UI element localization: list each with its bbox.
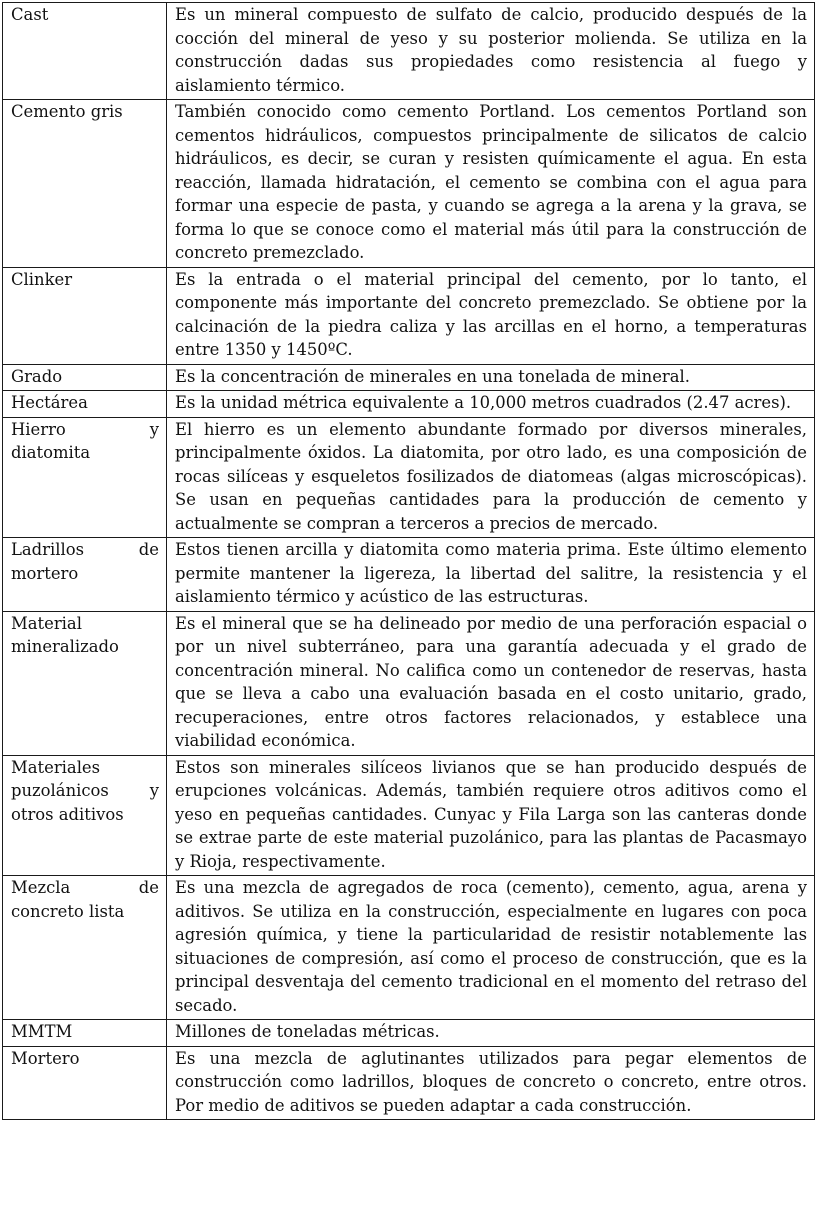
term-cell: Mortero <box>3 1046 167 1120</box>
table-row <box>3 538 815 612</box>
term-cell: Material mineralizado <box>3 611 167 755</box>
term-cell: Cast <box>3 3 167 100</box>
term-cell: Hierro y diatomita <box>3 417 167 538</box>
definition-cell: Estos tienen arcilla y diatomita como materia prima. Este último elemento permite mantener la ligereza, la libertad del salitre, la resistencia y el aislamiento térmico y acústico de las estructuras. <box>167 538 815 612</box>
table-row <box>3 1046 815 1120</box>
table-row <box>3 876 815 1020</box>
definition-cell: Es un mineral compuesto de sulfato de calcio, producido después de la cocción del mineral de yeso y su posterior molienda. Se utiliza en la construcción dadas sus propiedades como resistencia al fuego y aislamiento térmico. <box>167 3 815 100</box>
definition-cell: El hierro es un elemento abundante formado por diversos minerales, principalmente óxidos. La diatomita, por otro lado, es una composición de rocas silíceas y esqueletos fosilizados de diatomeas (algas microscópicas). Se usan en pequeñas cantidades para la producción de cemento y actualmente se compran a terceros a precios de mercado. <box>167 417 815 538</box>
definition-cell: Es la concentración de minerales en una tonelada de mineral. <box>167 364 815 391</box>
table-row <box>3 417 815 538</box>
definition-cell: Es una mezcla de agregados de roca (cemento), cemento, agua, arena y aditivos. Se utiliza en la construcción, especialmente en lugares con poca agresión química, y tiene la particularidad de resistir notablemente las situaciones de compresión, así como el proceso de construcción, que es la principal desventaja del cemento tradicional en el momento del retraso del secado. <box>167 876 815 1020</box>
glossary-table <box>2 2 815 1120</box>
term-cell: Clinker <box>3 267 167 364</box>
term-cell: Hectárea <box>3 391 167 418</box>
table-row <box>3 611 815 755</box>
definition-cell: Es el mineral que se ha delineado por medio de una perforación espacial o por un nivel subterráneo, para una garantía adecuada y el grado de concentración mineral. No califica como un contenedor de reservas, hasta que se lleva a cabo una evaluación basada en el costo unitario, grado, recuperaciones, entre otros factores relacionados, y establece una viabilidad económica. <box>167 611 815 755</box>
term-cell: Materiales puzolánicos y otros aditivos <box>3 755 167 876</box>
table-row <box>3 1020 815 1047</box>
definition-cell: Es una mezcla de aglutinantes utilizados para pegar elementos de construcción como ladrillos, bloques de concreto o concreto, entre otros. Por medio de aditivos se pueden adaptar a cada construcción. <box>167 1046 815 1120</box>
table-row <box>3 100 815 268</box>
term-cell: Grado <box>3 364 167 391</box>
definition-cell: También conocido como cemento Portland. Los cementos Portland son cementos hidráulicos, compuestos principalmente de silicatos de calcio hidráulicos, es decir, se curan y resisten químicamente el agua. En esta reacción, llamada hidratación, el cemento se combina con el agua para formar una especie de pasta, y cuando se agrega a la arena y la grava, se forma lo que se conoce como el material más útil para la construcción de concreto premezclado. <box>167 100 815 268</box>
term-cell: Cemento gris <box>3 100 167 268</box>
definition-cell: Estos son minerales silíceos livianos que se han producido después de erupciones volcánicas. Además, también requiere otros aditivos como el yeso en pequeñas cantidades. Cunyac y Fila Larga son las canteras donde se extrae parte de este material puzolánico, para las plantas de Pacasmayo y Rioja, respectivamente. <box>167 755 815 876</box>
table-row <box>3 755 815 876</box>
term-cell: MMTM <box>3 1020 167 1047</box>
term-cell: Ladrillos de mortero <box>3 538 167 612</box>
term-cell: Mezcla de concreto lista <box>3 876 167 1020</box>
table-row <box>3 3 815 100</box>
definition-cell: Es la entrada o el material principal del cemento, por lo tanto, el componente más importante del concreto premezclado. Se obtiene por la calcinación de la piedra caliza y las arcillas en el horno, a temperaturas entre 1350 y 1450ºC. <box>167 267 815 364</box>
definition-cell: Es la unidad métrica equivalente a 10,000 metros cuadrados (2.47 acres). <box>167 391 815 418</box>
table-row <box>3 267 815 364</box>
definition-cell: Millones de toneladas métricas. <box>167 1020 815 1047</box>
table-row <box>3 391 815 418</box>
table-row <box>3 364 815 391</box>
